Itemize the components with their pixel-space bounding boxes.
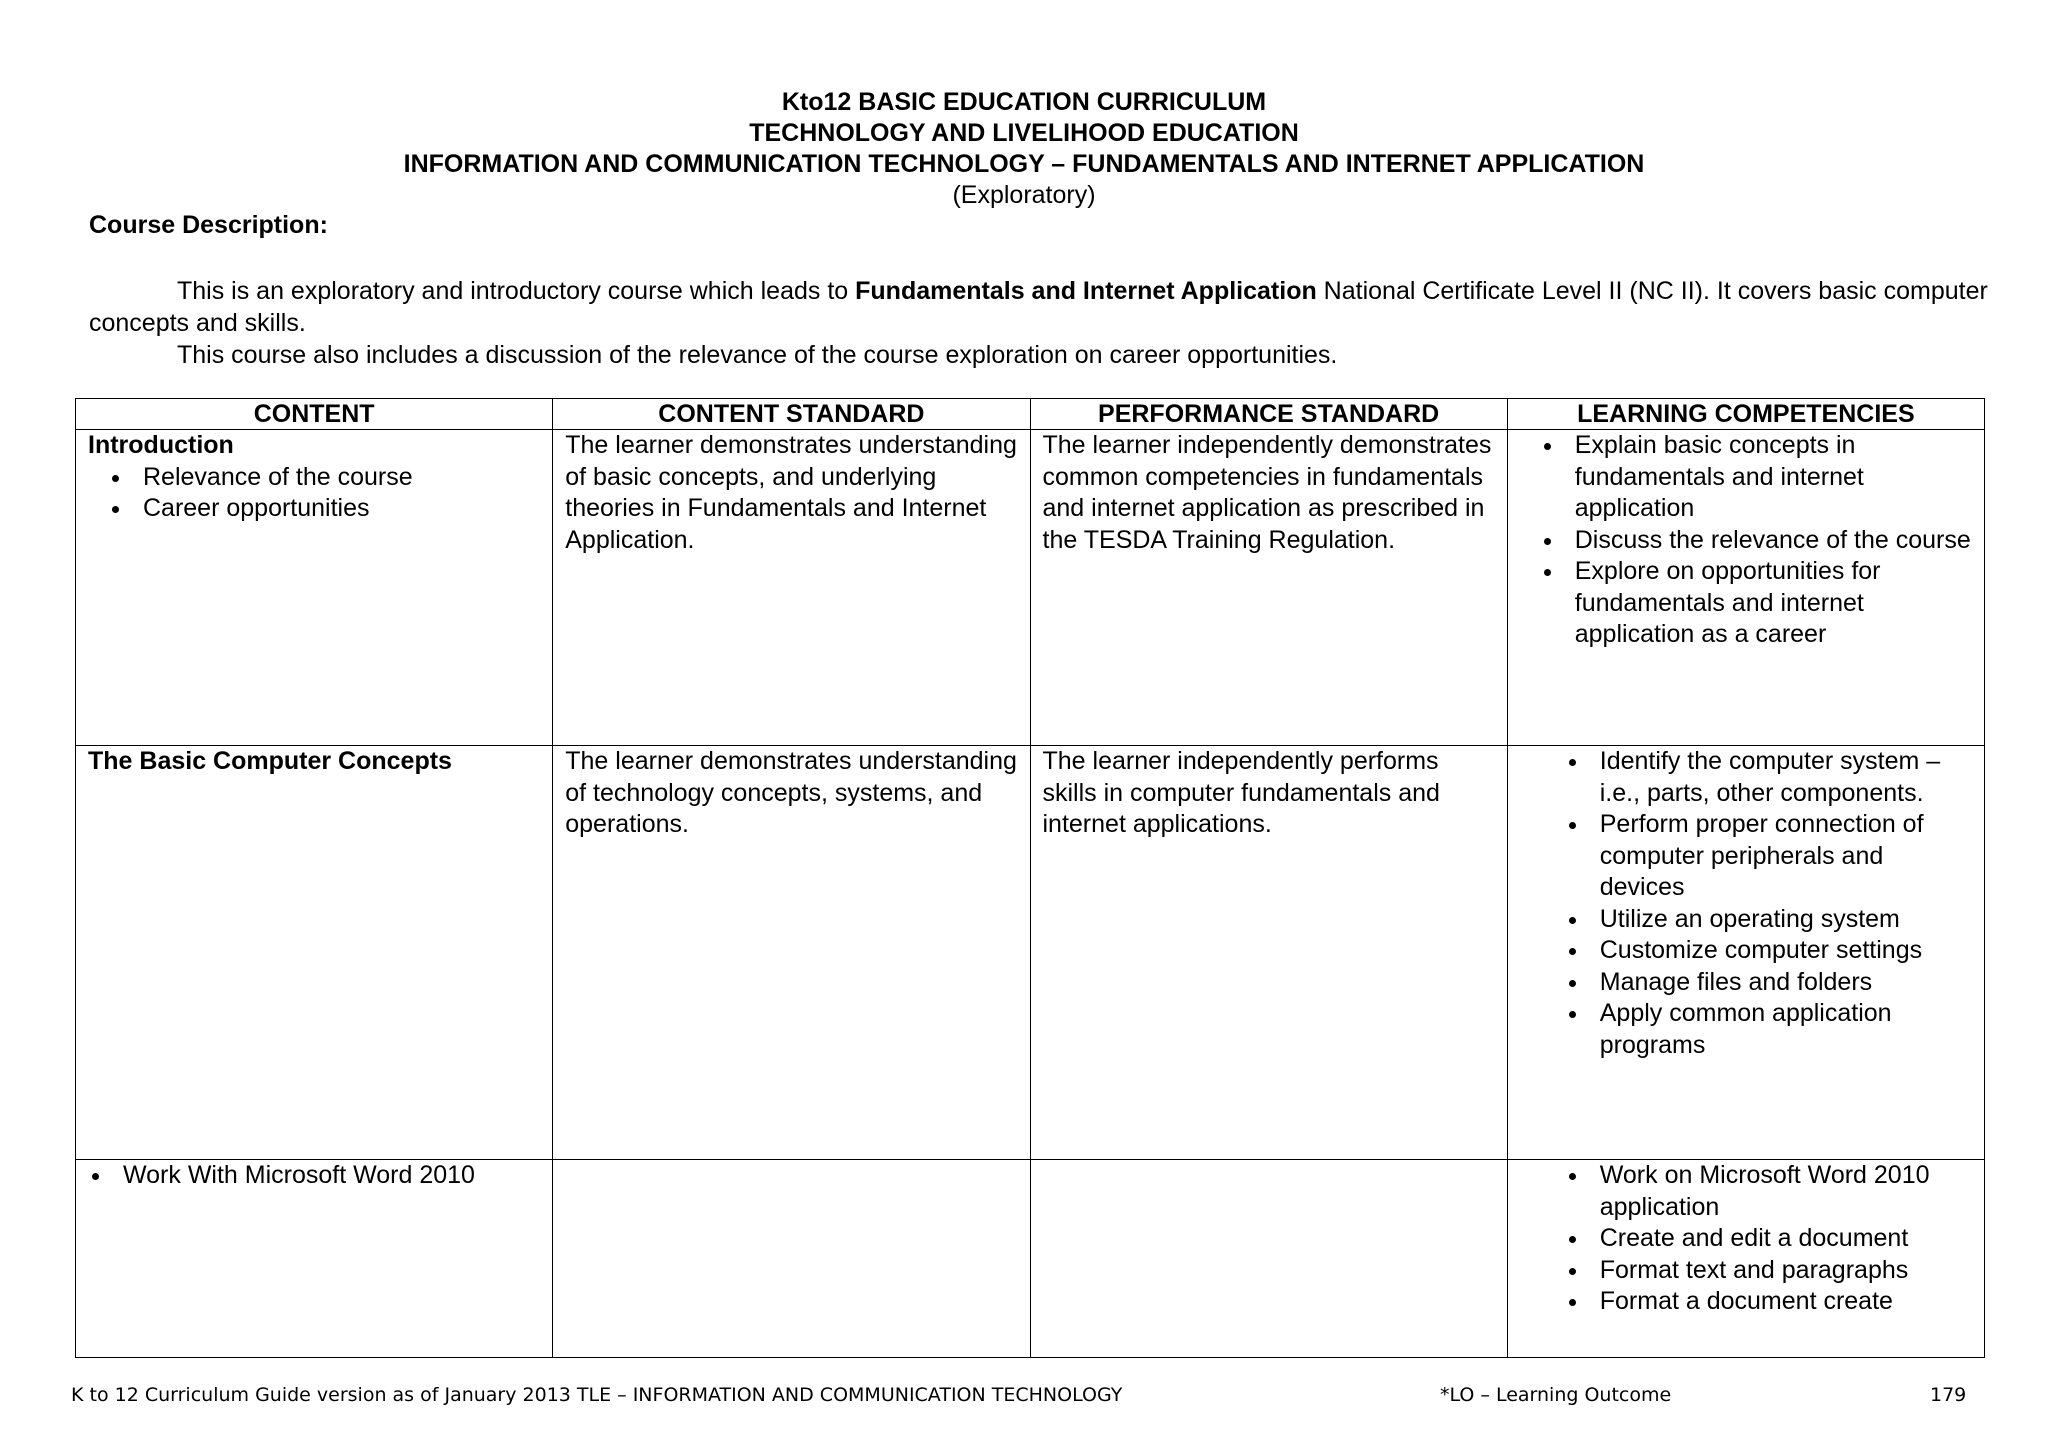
performance-standard-cell: The learner independently performs skills in computer fundamentals and internet applications.	[1030, 746, 1507, 1160]
competencies-cell	[1507, 430, 1984, 746]
list-item: • Career opportunities	[133, 493, 540, 525]
header-content-standard: CONTENT STANDARD	[553, 399, 1030, 430]
competencies-cell	[1507, 746, 1984, 1160]
content-cell	[76, 746, 553, 1160]
doc-title: Kto12 BASIC EDUCATION CURRICULUM	[781, 88, 1267, 116]
competencies-list	[1520, 746, 1972, 1061]
performance-standard-cell	[1030, 1160, 1507, 1358]
content-standard-cell	[553, 1160, 1030, 1358]
doc-subtitle: TECHNOLOGY AND LIVELIHOOD EDUCATION	[749, 119, 1299, 147]
list-item: • Perform proper connection of computer peripherals and devices	[1590, 809, 1972, 904]
page-number: 179	[1930, 1384, 1967, 1406]
list-item: • Explore on opportunities for fundamentals and internet application as a career	[1565, 556, 1972, 651]
competencies-list	[1520, 430, 1972, 651]
description-text: National Certificate Level II (NC II). It covers basic computer concepts and skills.	[89, 277, 1988, 337]
list-item: • Explain basic concepts in fundamentals and internet application	[1565, 430, 1972, 525]
table-row	[76, 1160, 1985, 1358]
list-item: • Format text and paragraphs	[1590, 1255, 1972, 1287]
header-performance-standard: PERFORMANCE STANDARD	[1030, 399, 1507, 430]
table-row	[76, 746, 1985, 1160]
performance-standard-cell: The learner independently demonstrates common competencies in fundamentals and internet application as prescribed in the TESDA Training Regulation.	[1030, 430, 1507, 746]
content-list	[88, 462, 540, 525]
content-list	[88, 1160, 540, 1192]
list-item: • Format a document create	[1590, 1286, 1972, 1318]
header-learning-competencies: LEARNING COMPETENCIES	[1507, 399, 1984, 430]
list-item: • Identify the computer system – i.e., parts, other components.	[1590, 746, 1972, 809]
footer-left: K to 12 Curriculum Guide version as of January 2013 TLE – INFORMATION AND COMMUNICATION TECHNOLOGY	[71, 1384, 1123, 1406]
content-title: Introduction	[88, 431, 234, 459]
doc-course-title: INFORMATION AND COMMUNICATION TECHNOLOGY – FUNDAMENTALS AND INTERNET APPLICATION	[403, 150, 1645, 178]
list-item: • Utilize an operating system	[1590, 904, 1972, 936]
course-description	[89, 275, 1989, 371]
content-standard-cell: The learner demonstrates understanding of basic concepts, and underlying theories in Fundamentals and Internet Application.	[553, 430, 1030, 746]
list-item: • Create and edit a document	[1590, 1223, 1972, 1255]
table-header-row	[76, 399, 1985, 430]
description-bold-text: Fundamentals and Internet Application	[855, 277, 1317, 305]
list-item: • Work on Microsoft Word 2010 application	[1590, 1160, 1972, 1223]
list-item: • Manage files and folders	[1590, 967, 1972, 999]
description-text-2: This course also includes a discussion of the relevance of the course exploration on career opportunities.	[177, 341, 1338, 369]
content-cell	[76, 430, 553, 746]
list-item: • Discuss the relevance of the course	[1565, 525, 1972, 557]
footer-note: *LO – Learning Outcome	[1440, 1384, 1672, 1406]
competencies-list	[1520, 1160, 1972, 1318]
list-item: • Apply common application programs	[1590, 998, 1972, 1061]
list-item: • Work With Microsoft Word 2010	[113, 1160, 540, 1192]
description-text: This is an exploratory and introductory course which leads to	[177, 277, 856, 305]
content-cell	[76, 1160, 553, 1358]
table-row	[76, 430, 1985, 746]
list-item: • Customize computer settings	[1590, 935, 1972, 967]
course-description-label: Course Description:	[89, 211, 328, 239]
content-standard-cell: The learner demonstrates understanding of technology concepts, systems, and operations.	[553, 746, 1030, 1160]
list-item: • Relevance of the course	[133, 462, 540, 494]
doc-course-type: (Exploratory)	[952, 181, 1096, 209]
content-title: The Basic Computer Concepts	[88, 747, 452, 775]
competencies-cell	[1507, 1160, 1984, 1358]
curriculum-table	[75, 398, 1985, 1358]
header-content: CONTENT	[76, 399, 553, 430]
